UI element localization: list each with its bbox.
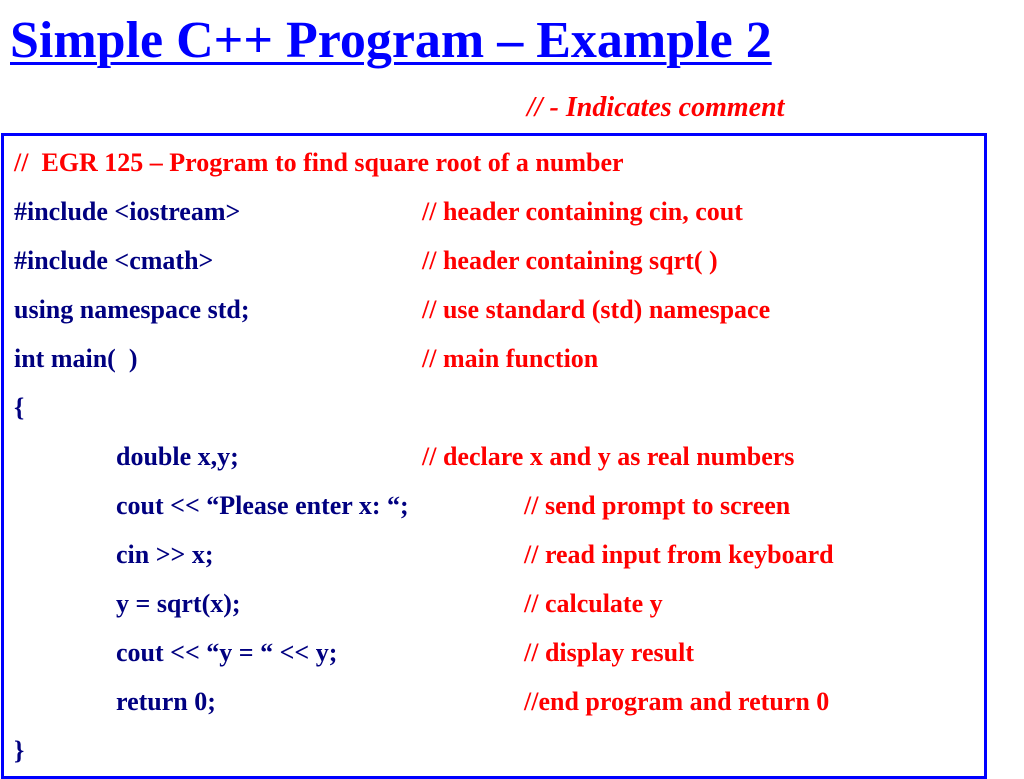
comment-legend: // - Indicates comment: [527, 92, 785, 123]
code-line-6: {: [14, 393, 25, 422]
code-comment-line-5: // main function: [422, 344, 599, 373]
code-line-4: using namespace std;: [14, 295, 250, 324]
code-comment-line-12: //end program and return 0: [524, 687, 830, 716]
code-comment-line-2: // header containing cin, cout: [422, 197, 743, 226]
slide-title: Simple C++ Program – Example 2: [10, 12, 772, 69]
code-line-11: cout << “y = “ << y;: [116, 638, 338, 667]
code-line-10: y = sqrt(x);: [116, 589, 241, 618]
code-listing: [1, 133, 987, 779]
code-line-12: return 0;: [116, 687, 216, 716]
code-comment-line-8: // send prompt to screen: [524, 491, 791, 520]
code-line-9: cin >> x;: [116, 540, 214, 569]
code-comment-line-11: // display result: [524, 638, 695, 667]
code-comment-line-3: // header containing sqrt( ): [422, 246, 718, 275]
code-line-5: int main( ): [14, 344, 138, 373]
code-comment-line-9: // read input from keyboard: [524, 540, 834, 569]
code-line-8: cout << “Please enter x: “;: [116, 491, 409, 520]
code-comment-line-10: // calculate y: [524, 589, 663, 618]
code-line-13: }: [14, 736, 25, 765]
code-line-7: double x,y;: [116, 442, 239, 471]
code-line-2: #include <iostream>: [14, 197, 241, 226]
code-comment-line-4: // use standard (std) namespace: [422, 295, 771, 324]
code-comment-line-1: // EGR 125 – Program to find square root of a number: [14, 148, 624, 177]
code-line-3: #include <cmath>: [14, 246, 214, 275]
code-comment-line-7: // declare x and y as real numbers: [422, 442, 795, 471]
